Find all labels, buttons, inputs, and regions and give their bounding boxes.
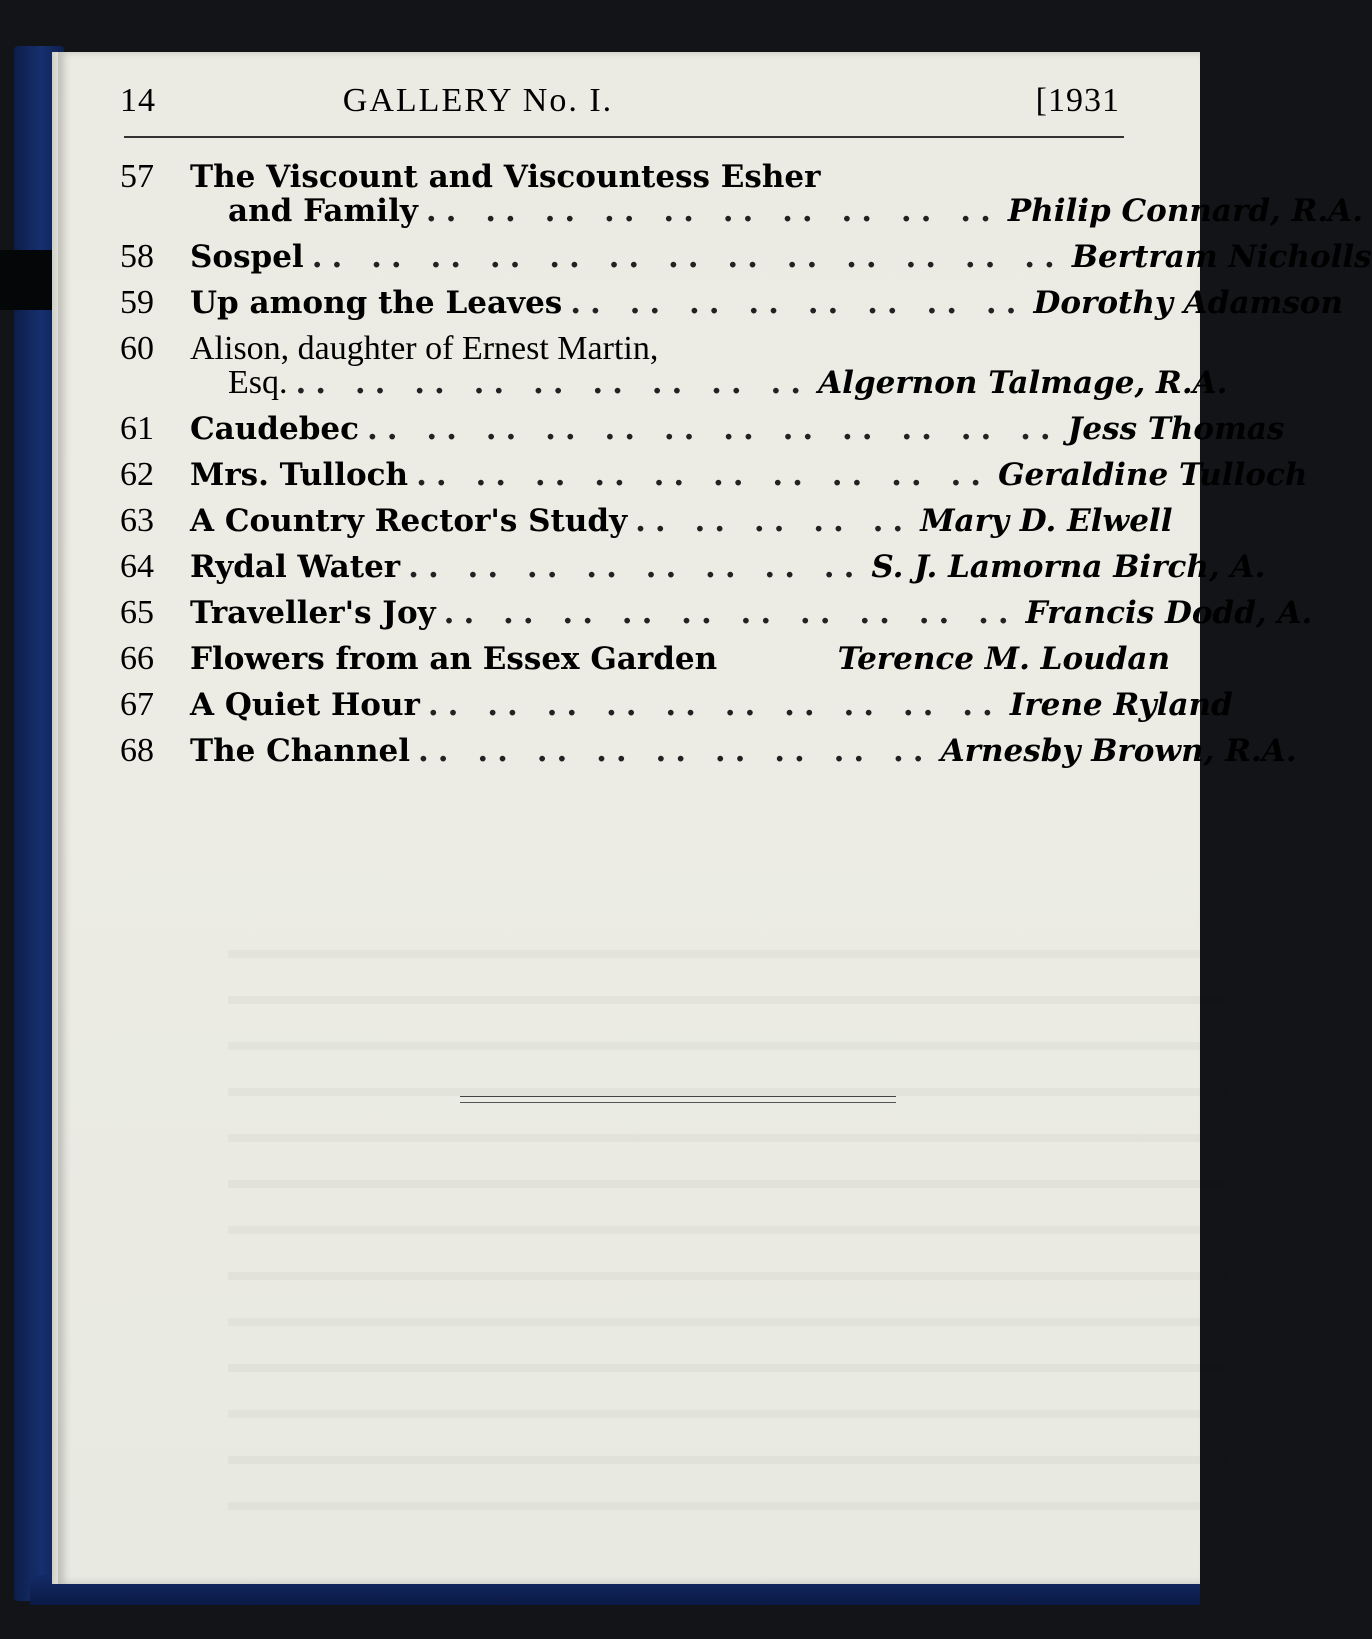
list-item bbox=[120, 548, 1266, 585]
entry-title: Up among the Leaves bbox=[190, 285, 563, 321]
entry-title: Alison, daughter of Ernest Martin, bbox=[190, 330, 659, 367]
entry-artist: Irene Ryland bbox=[1009, 687, 1233, 723]
leader-dots: .. .. .. .. .. .. .. .. .. .. bbox=[427, 687, 1002, 723]
entry-artist: Mary D. Elwell bbox=[920, 503, 1173, 539]
page-tab bbox=[0, 250, 58, 310]
list-item bbox=[120, 732, 1297, 769]
entry-artist: Bertram Nicholls bbox=[1071, 239, 1372, 275]
page-header bbox=[120, 82, 1120, 142]
entry-title: Caudebec bbox=[190, 411, 359, 447]
leader-dots: .. .. .. .. .. .. .. .. .. .. .. .. bbox=[366, 411, 1060, 447]
entry-title: Flowers from an Essex Garden bbox=[190, 641, 718, 677]
entry-title-continued: Esq. bbox=[228, 364, 288, 401]
year-label: [1931 bbox=[1035, 82, 1120, 119]
leader-dots: .. .. .. .. .. .. .. .. bbox=[570, 285, 1026, 321]
list-item bbox=[120, 330, 1228, 401]
entry-artist: Philip Connard, R.A. bbox=[1007, 193, 1364, 229]
header-rule bbox=[124, 136, 1124, 138]
list-item bbox=[120, 594, 1313, 631]
leader-dots: .. .. .. .. .. .. .. .. .. .. .. .. .. bbox=[311, 239, 1064, 275]
leader-dots: .. .. .. .. .. .. .. .. .. bbox=[418, 733, 933, 769]
entry-artist: Arnesby Brown, R.A. bbox=[940, 733, 1297, 769]
catalogue-entries bbox=[120, 158, 1372, 780]
section-divider bbox=[460, 1096, 896, 1103]
list-item bbox=[120, 158, 1364, 229]
entry-number: 68 bbox=[120, 732, 154, 769]
entry-artist: Algernon Talmage, R.A. bbox=[818, 365, 1228, 401]
entry-title: A Country Rector's Study bbox=[190, 503, 628, 539]
page-number: 14 bbox=[120, 82, 156, 119]
list-item bbox=[120, 284, 1343, 321]
entry-title-continued: and Family bbox=[228, 193, 418, 229]
leader-dots: .. .. .. .. .. .. .. .. .. .. bbox=[425, 193, 1000, 229]
entry-number: 59 bbox=[120, 284, 154, 321]
show-through-text bbox=[228, 912, 1228, 1512]
entry-title: The Viscount and Viscountess Esher bbox=[190, 159, 821, 195]
list-item bbox=[120, 238, 1372, 275]
entry-number: 61 bbox=[120, 410, 154, 447]
entry-number: 64 bbox=[120, 548, 154, 585]
entry-title: Rydal Water bbox=[190, 549, 401, 585]
leader-dots: .. .. .. .. .. .. .. .. bbox=[408, 549, 864, 585]
list-item bbox=[120, 410, 1285, 447]
entry-number: 65 bbox=[120, 594, 154, 631]
page-title: GALLERY No. I. bbox=[342, 82, 614, 119]
entry-title: A Quiet Hour bbox=[190, 687, 420, 723]
entry-number: 62 bbox=[120, 456, 154, 493]
entry-artist: Terence M. Loudan bbox=[837, 641, 1170, 677]
list-item bbox=[120, 456, 1308, 493]
entry-number: 58 bbox=[120, 238, 154, 275]
entry-number: 60 bbox=[120, 330, 154, 367]
entry-number: 66 bbox=[120, 640, 154, 677]
entry-artist: S. J. Lamorna Birch, A. bbox=[871, 549, 1266, 585]
entry-title: Traveller's Joy bbox=[190, 595, 436, 631]
leader-dots: .. .. .. .. .. .. .. .. .. .. bbox=[443, 595, 1018, 631]
entry-number: 63 bbox=[120, 502, 154, 539]
leader-dots: .. .. .. .. .. .. .. .. .. bbox=[295, 365, 811, 401]
entry-artist: Geraldine Tulloch bbox=[998, 457, 1308, 493]
entry-title: The Channel bbox=[190, 733, 410, 769]
list-item bbox=[120, 502, 1173, 539]
list-item bbox=[120, 642, 1170, 676]
entry-artist: Francis Dodd, A. bbox=[1025, 595, 1313, 631]
entry-artist: Jess Thomas bbox=[1067, 411, 1285, 447]
entry-artist: Dorothy Adamson bbox=[1033, 285, 1343, 321]
leader-dots: .. .. .. .. .. bbox=[635, 503, 913, 539]
entry-title: Sospel bbox=[190, 239, 304, 275]
entry-number: 57 bbox=[120, 158, 154, 195]
entry-title: Mrs. Tulloch bbox=[190, 457, 409, 493]
list-item bbox=[120, 686, 1233, 723]
entry-number: 67 bbox=[120, 686, 154, 723]
leader-dots: .. .. .. .. .. .. .. .. .. .. bbox=[416, 457, 991, 493]
